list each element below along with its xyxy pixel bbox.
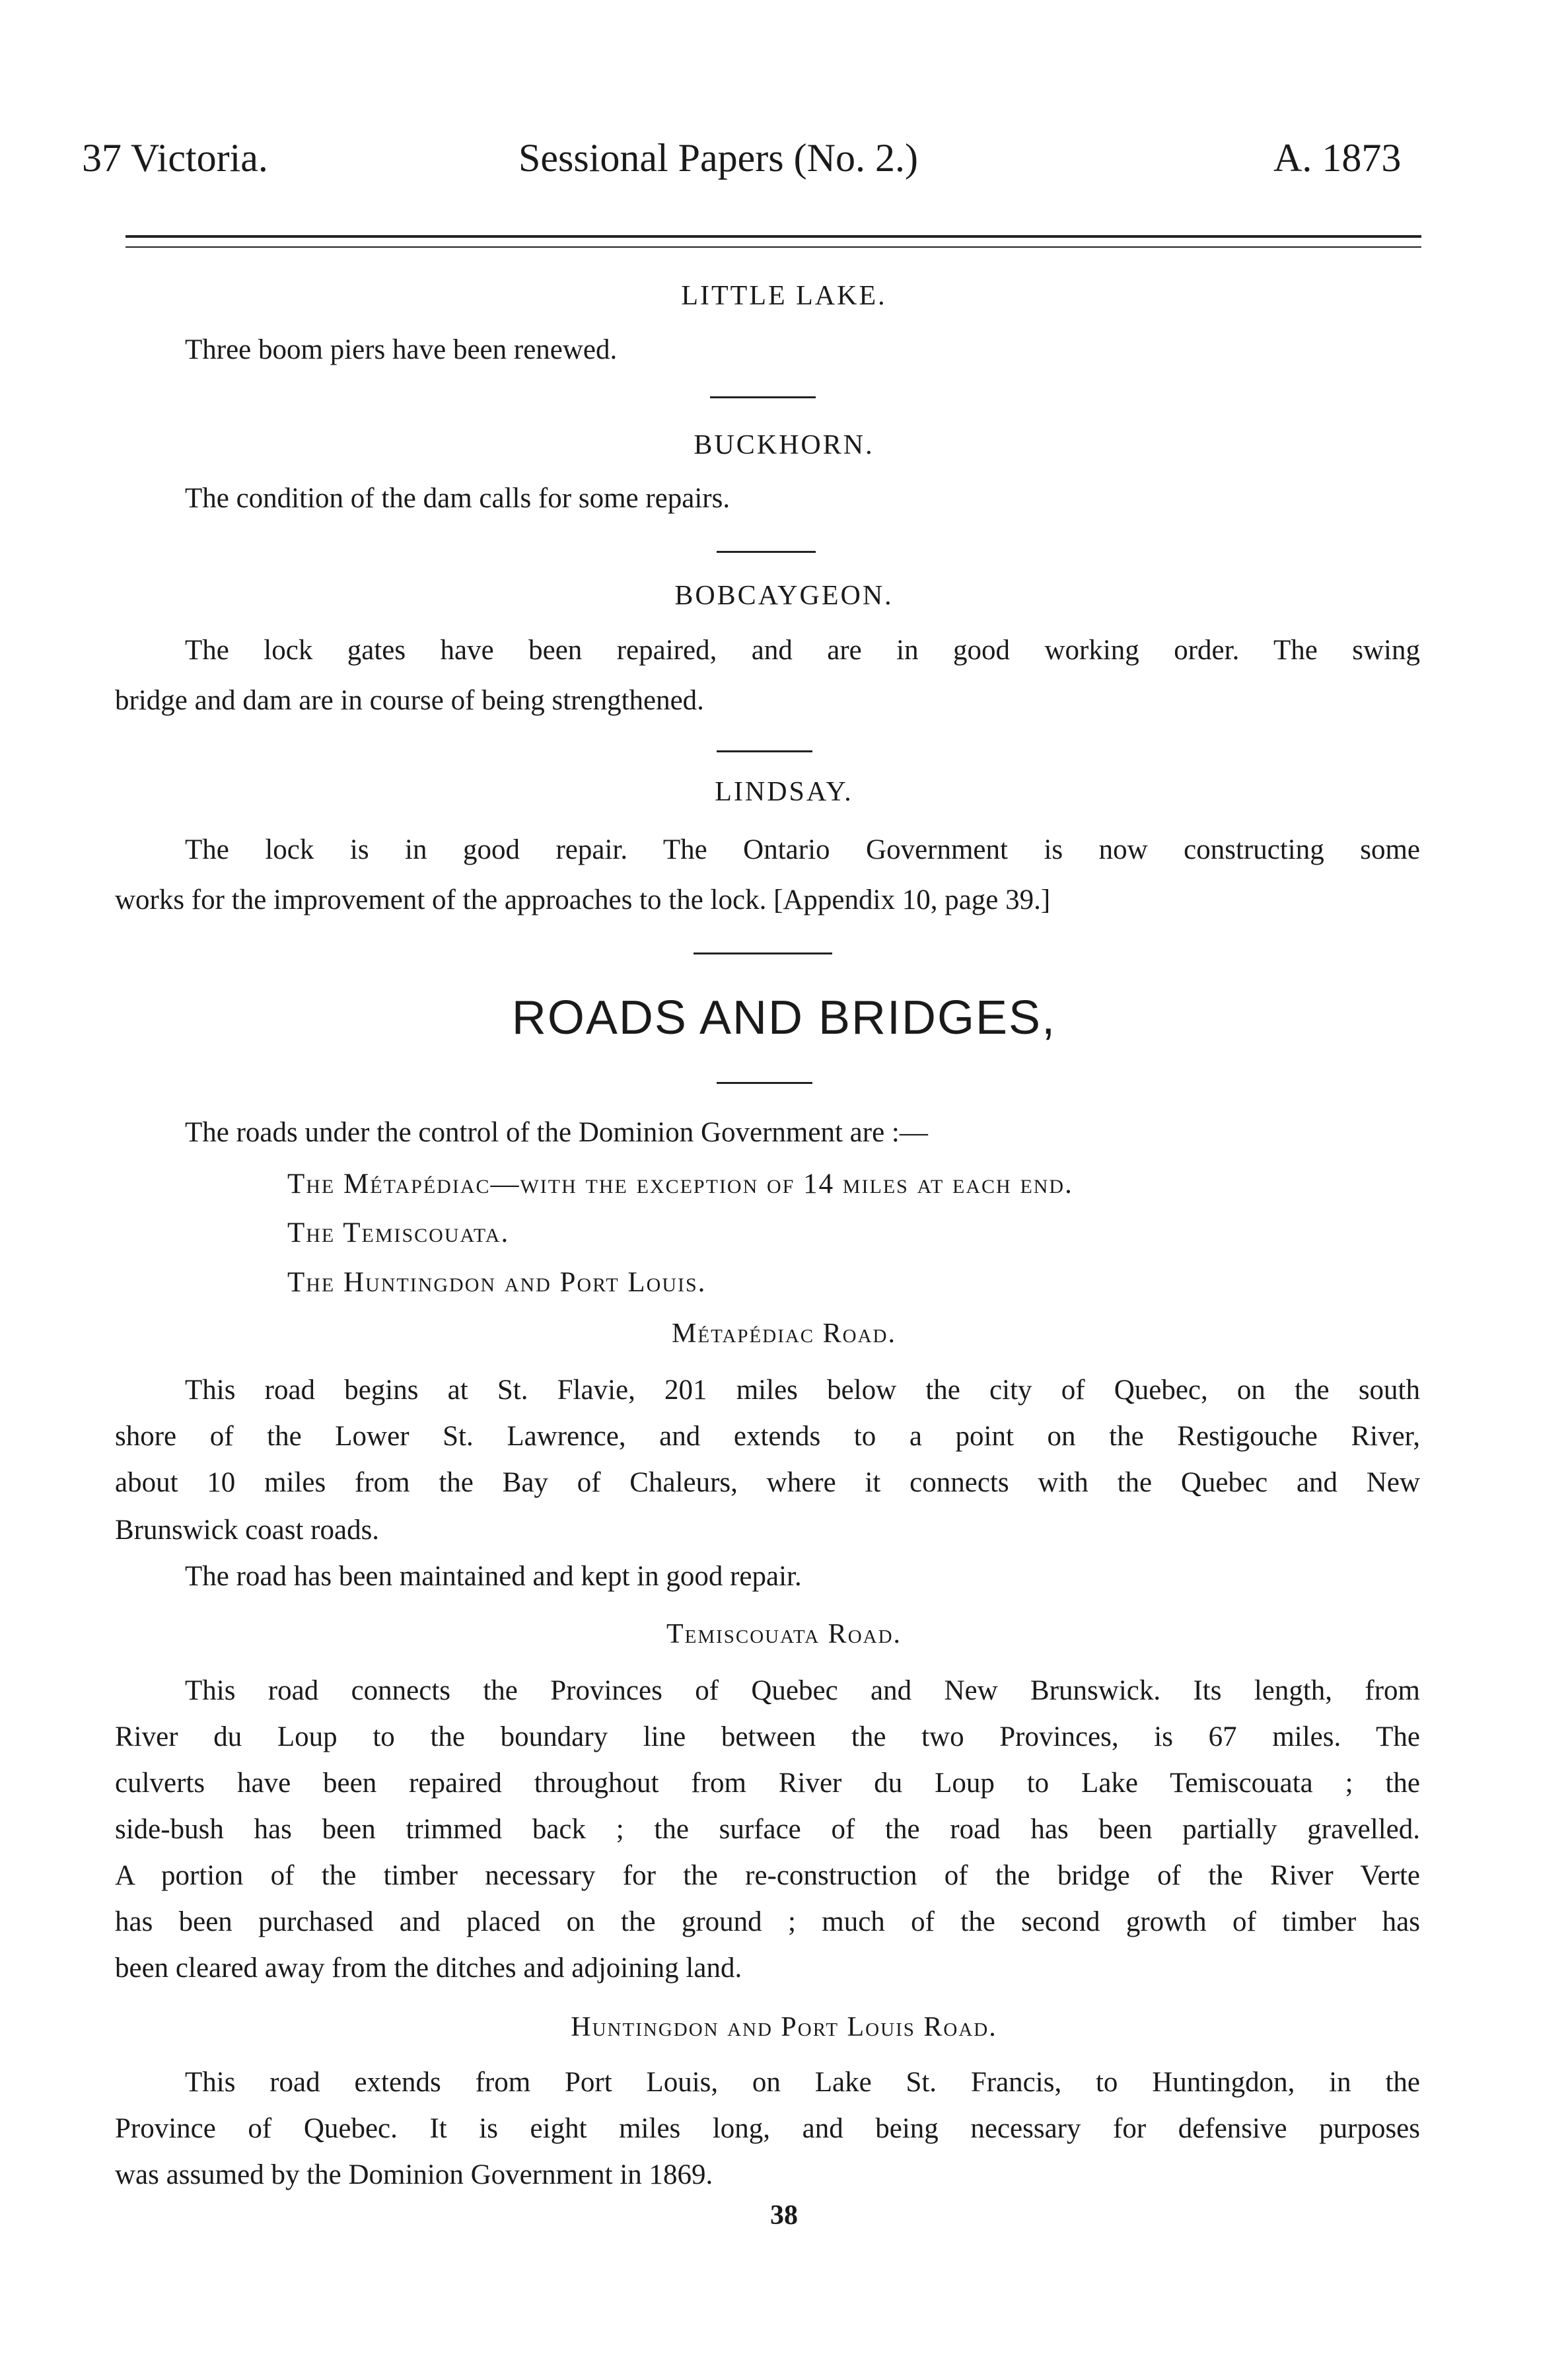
temiscouata-line: been cleared away from the ditches and adjoining land.: [115, 1953, 742, 1984]
header-right: A. 1873: [1273, 136, 1402, 180]
temiscouata-line: A portion of the timber necessary for the re-construction of the bridge of the River Verte: [115, 1860, 1420, 1891]
header-center: Sessional Papers (No. 2.): [518, 136, 918, 180]
metapediac-line: This road begins at St. Flavie, 201 miles below the city of Quebec, on the south: [185, 1375, 1420, 1406]
lindsay-line-2: works for the improvement of the approaches to the lock. [Appendix 10, page 39.]: [115, 884, 1051, 916]
little-lake-text: Three boom piers have been renewed.: [185, 334, 618, 365]
temiscouata-line: culverts have been repaired throughout from River du Loup to Lake Temiscouata ; the: [115, 1768, 1420, 1799]
section-divider: [717, 551, 816, 553]
bobcaygeon-heading: BOBCAYGEON.: [674, 581, 894, 611]
metapediac-line: shore of the Lower St. Lawrence, and extends to a point on the Restigouche River,: [115, 1421, 1420, 1452]
little-lake-heading: LITTLE LAKE.: [681, 281, 887, 311]
temiscouata-line: River du Loup to the boundary line between the two Provinces, is 67 miles. The: [115, 1721, 1420, 1752]
bobcaygeon-line-2: bridge and dam are in course of being strengthened.: [115, 685, 704, 716]
metapediac-para-2: The road has been maintained and kept in good repair.: [185, 1561, 802, 1592]
lindsay-line-1: The lock is in good repair. The Ontario Government is now constructing some: [185, 834, 1420, 865]
roads-list-item: The Temiscouata.: [287, 1217, 510, 1248]
roads-intro: The roads under the control of the Dominion Government are :—: [185, 1117, 928, 1148]
temiscouata-line: This road connects the Provinces of Quebec and New Brunswick. Its length, from: [185, 1675, 1420, 1706]
roads-list-item: The Huntingdon and Port Louis.: [287, 1267, 707, 1298]
header-left: 37 Victoria.: [82, 136, 268, 180]
metapediac-line: Brunswick coast roads.: [115, 1515, 380, 1546]
temiscouata-line: has been purchased and placed on the ground ; much of the second growth of timber has: [115, 1906, 1420, 1937]
buckhorn-heading: BUCKHORN.: [694, 430, 874, 460]
section-divider: [717, 750, 812, 752]
huntingdon-line: This road extends from Port Louis, on Lake St. Francis, to Huntingdon, in the: [185, 2067, 1420, 2098]
roads-and-bridges-title: ROADS AND BRIDGES,: [511, 991, 1057, 1044]
huntingdon-line: Province of Quebec. It is eight miles long, and being necessary for defensive purposes: [115, 2113, 1420, 2144]
roads-list-item: The Métapédiac—with the exception of 14 miles at each end.: [287, 1168, 1073, 1200]
section-divider: [694, 952, 832, 954]
buckhorn-text: The condition of the dam calls for some repairs.: [185, 483, 731, 514]
section-divider: [710, 396, 816, 398]
section-divider: [717, 1082, 812, 1084]
bobcaygeon-line-1: The lock gates have been repaired, and are in good working order. The swing: [185, 635, 1420, 666]
metapediac-line: about 10 miles from the Bay of Chaleurs, where it connects with the Quebec and New: [115, 1467, 1420, 1498]
header-rule-bottom: [125, 246, 1421, 248]
lindsay-heading: LINDSAY.: [715, 777, 853, 807]
temiscouata-line: side-bush has been trimmed back ; the surface of the road has been partially gravelled.: [115, 1814, 1420, 1845]
page-number: 38: [770, 2200, 798, 2231]
huntingdon-heading: Huntingdon and Port Louis Road.: [571, 2012, 997, 2042]
temiscouata-heading: Temiscouata Road.: [666, 1619, 902, 1649]
metapediac-heading: Métapédiac Road.: [672, 1318, 896, 1349]
huntingdon-line: was assumed by the Dominion Government in 1869.: [115, 2159, 713, 2190]
header-rule-top: [125, 235, 1421, 238]
